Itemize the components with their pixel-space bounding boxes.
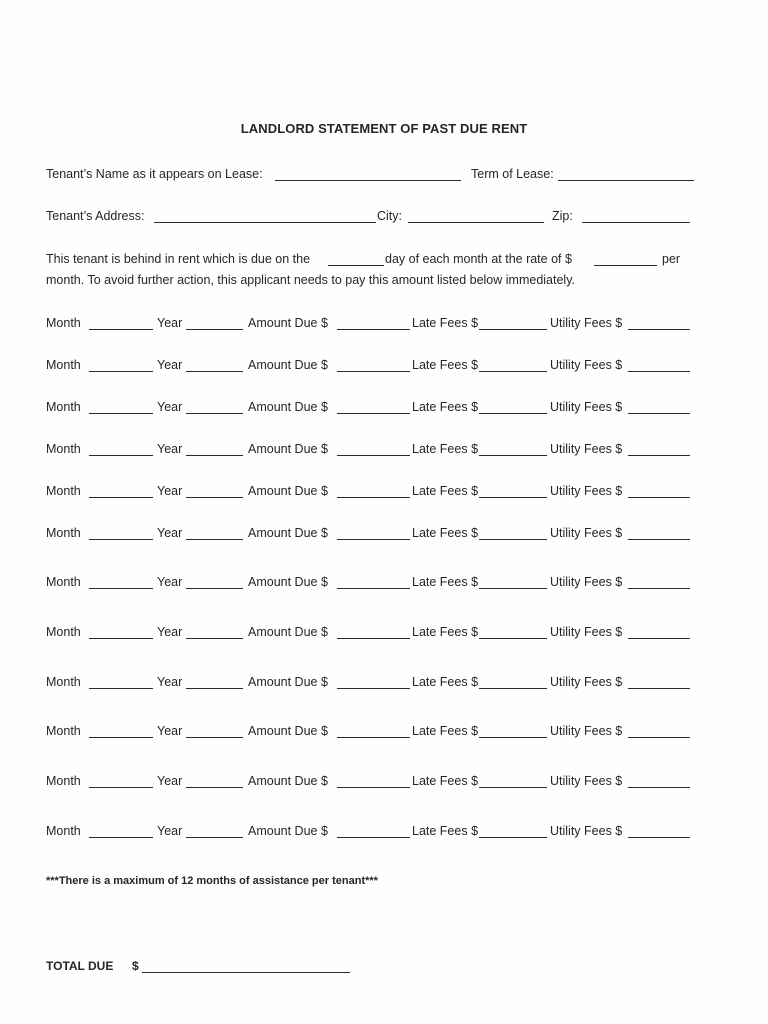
term-of-lease-field[interactable]: [558, 180, 694, 181]
total-due-field[interactable]: [142, 972, 350, 973]
month-field[interactable]: [89, 837, 153, 838]
year-field[interactable]: [186, 455, 243, 456]
month-label: Month: [46, 358, 81, 372]
amount-due-field[interactable]: [337, 539, 410, 540]
intro-text-part3: per: [662, 252, 681, 266]
late-fees-field[interactable]: [479, 688, 547, 689]
year-field[interactable]: [186, 371, 243, 372]
amount-due-label: Amount Due $: [248, 358, 328, 372]
amount-due-label: Amount Due $: [248, 625, 328, 639]
utility-fees-field[interactable]: [628, 413, 690, 414]
year-label: Year: [157, 724, 183, 738]
utility-fees-field[interactable]: [628, 737, 690, 738]
amount-due-field[interactable]: [337, 688, 410, 689]
month-label: Month: [46, 526, 81, 540]
city-label: City:: [377, 209, 402, 223]
month-field[interactable]: [89, 688, 153, 689]
month-field[interactable]: [89, 588, 153, 589]
amount-due-label: Amount Due $: [248, 442, 328, 456]
late-fees-label: Late Fees $: [412, 316, 479, 330]
utility-fees-field[interactable]: [628, 329, 690, 330]
month-label: Month: [46, 625, 81, 639]
amount-due-field[interactable]: [337, 787, 410, 788]
amount-due-label: Amount Due $: [248, 526, 328, 540]
year-label: Year: [157, 575, 183, 589]
late-fees-field[interactable]: [479, 497, 547, 498]
utility-fees-field[interactable]: [628, 455, 690, 456]
tenant-address-field[interactable]: [154, 222, 376, 223]
total-due-label: TOTAL DUE: [46, 959, 114, 973]
table-row: [0, 723, 768, 741]
amount-due-label: Amount Due $: [248, 316, 328, 330]
year-field[interactable]: [186, 588, 243, 589]
year-field[interactable]: [186, 737, 243, 738]
year-label: Year: [157, 625, 183, 639]
late-fees-field[interactable]: [479, 638, 547, 639]
zip-field[interactable]: [582, 222, 690, 223]
term-of-lease-label: Term of Lease:: [471, 167, 554, 181]
month-field[interactable]: [89, 737, 153, 738]
amount-due-label: Amount Due $: [248, 774, 328, 788]
table-row: [0, 357, 768, 375]
table-row: [0, 574, 768, 592]
amount-due-field[interactable]: [337, 371, 410, 372]
year-field[interactable]: [186, 413, 243, 414]
year-field[interactable]: [186, 497, 243, 498]
amount-due-field[interactable]: [337, 837, 410, 838]
total-due-currency: $: [132, 959, 139, 973]
late-fees-label: Late Fees $: [412, 400, 479, 414]
due-day-field[interactable]: [328, 265, 384, 266]
utility-fees-label: Utility Fees $: [550, 526, 623, 540]
utility-fees-field[interactable]: [628, 497, 690, 498]
month-field[interactable]: [89, 455, 153, 456]
month-field[interactable]: [89, 497, 153, 498]
utility-fees-label: Utility Fees $: [550, 824, 623, 838]
year-field[interactable]: [186, 837, 243, 838]
late-fees-field[interactable]: [479, 413, 547, 414]
year-label: Year: [157, 824, 183, 838]
tenant-name-field[interactable]: [275, 180, 461, 181]
late-fees-label: Late Fees $: [412, 526, 479, 540]
utility-fees-label: Utility Fees $: [550, 774, 623, 788]
late-fees-field[interactable]: [479, 837, 547, 838]
late-fees-label: Late Fees $: [412, 724, 479, 738]
utility-fees-label: Utility Fees $: [550, 400, 623, 414]
utility-fees-field[interactable]: [628, 688, 690, 689]
utility-fees-label: Utility Fees $: [550, 316, 623, 330]
table-row: [0, 823, 768, 841]
late-fees-label: Late Fees $: [412, 358, 479, 372]
amount-due-label: Amount Due $: [248, 400, 328, 414]
year-label: Year: [157, 774, 183, 788]
late-fees-label: Late Fees $: [412, 774, 479, 788]
year-label: Year: [157, 358, 183, 372]
year-label: Year: [157, 442, 183, 456]
month-field[interactable]: [89, 329, 153, 330]
month-label: Month: [46, 824, 81, 838]
amount-due-field[interactable]: [337, 737, 410, 738]
intro-text-line2: month. To avoid further action, this applicant needs to pay this amount listed below immediately.: [46, 273, 575, 287]
intro-text-part2: day of each month at the rate of $: [385, 252, 572, 266]
utility-fees-field[interactable]: [628, 837, 690, 838]
late-fees-field[interactable]: [479, 737, 547, 738]
table-row: [0, 483, 768, 501]
amount-due-label: Amount Due $: [248, 484, 328, 498]
year-field[interactable]: [186, 329, 243, 330]
late-fees-label: Late Fees $: [412, 625, 479, 639]
late-fees-field[interactable]: [479, 455, 547, 456]
month-label: Month: [46, 774, 81, 788]
year-field[interactable]: [186, 787, 243, 788]
month-label: Month: [46, 675, 81, 689]
late-fees-label: Late Fees $: [412, 484, 479, 498]
utility-fees-field[interactable]: [628, 539, 690, 540]
late-fees-field[interactable]: [479, 588, 547, 589]
city-field[interactable]: [408, 222, 544, 223]
amount-due-field[interactable]: [337, 455, 410, 456]
month-field[interactable]: [89, 371, 153, 372]
amount-due-field[interactable]: [337, 329, 410, 330]
month-label: Month: [46, 316, 81, 330]
amount-due-field[interactable]: [337, 638, 410, 639]
late-fees-field[interactable]: [479, 539, 547, 540]
table-row: [0, 315, 768, 333]
year-field[interactable]: [186, 688, 243, 689]
late-fees-label: Late Fees $: [412, 675, 479, 689]
amount-due-label: Amount Due $: [248, 724, 328, 738]
tenant-address-label: Tenant’s Address:: [46, 209, 145, 223]
utility-fees-field[interactable]: [628, 588, 690, 589]
zip-label: Zip:: [552, 209, 573, 223]
table-row: [0, 441, 768, 459]
amount-due-label: Amount Due $: [248, 824, 328, 838]
utility-fees-field[interactable]: [628, 787, 690, 788]
amount-due-label: Amount Due $: [248, 675, 328, 689]
late-fees-field[interactable]: [479, 329, 547, 330]
utility-fees-field[interactable]: [628, 371, 690, 372]
month-label: Month: [46, 400, 81, 414]
utility-fees-field[interactable]: [628, 638, 690, 639]
month-field[interactable]: [89, 539, 153, 540]
year-label: Year: [157, 400, 183, 414]
amount-due-field[interactable]: [337, 497, 410, 498]
table-row: [0, 674, 768, 692]
table-row: [0, 624, 768, 642]
month-label: Month: [46, 575, 81, 589]
utility-fees-label: Utility Fees $: [550, 675, 623, 689]
year-field[interactable]: [186, 539, 243, 540]
form-title: LANDLORD STATEMENT OF PAST DUE RENT: [240, 121, 528, 136]
assistance-note: ***There is a maximum of 12 months of assistance per tenant***: [46, 875, 378, 887]
rent-rate-field[interactable]: [594, 265, 657, 266]
month-field[interactable]: [89, 787, 153, 788]
table-row: [0, 773, 768, 791]
late-fees-label: Late Fees $: [412, 824, 479, 838]
month-field[interactable]: [89, 638, 153, 639]
late-fees-label: Late Fees $: [412, 442, 479, 456]
year-label: Year: [157, 484, 183, 498]
month-label: Month: [46, 724, 81, 738]
year-label: Year: [157, 316, 183, 330]
utility-fees-label: Utility Fees $: [550, 724, 623, 738]
month-label: Month: [46, 484, 81, 498]
amount-due-field[interactable]: [337, 413, 410, 414]
utility-fees-label: Utility Fees $: [550, 358, 623, 372]
tenant-name-label: Tenant’s Name as it appears on Lease:: [46, 167, 263, 181]
utility-fees-label: Utility Fees $: [550, 442, 623, 456]
late-fees-field[interactable]: [479, 371, 547, 372]
month-field[interactable]: [89, 413, 153, 414]
amount-due-label: Amount Due $: [248, 575, 328, 589]
table-row: [0, 399, 768, 417]
year-label: Year: [157, 526, 183, 540]
late-fees-field[interactable]: [479, 787, 547, 788]
month-label: Month: [46, 442, 81, 456]
late-fees-label: Late Fees $: [412, 575, 479, 589]
utility-fees-label: Utility Fees $: [550, 575, 623, 589]
intro-text-part1: This tenant is behind in rent which is due on the: [46, 252, 311, 266]
amount-due-field[interactable]: [337, 588, 410, 589]
year-label: Year: [157, 675, 183, 689]
utility-fees-label: Utility Fees $: [550, 625, 623, 639]
utility-fees-label: Utility Fees $: [550, 484, 623, 498]
table-row: [0, 525, 768, 543]
year-field[interactable]: [186, 638, 243, 639]
